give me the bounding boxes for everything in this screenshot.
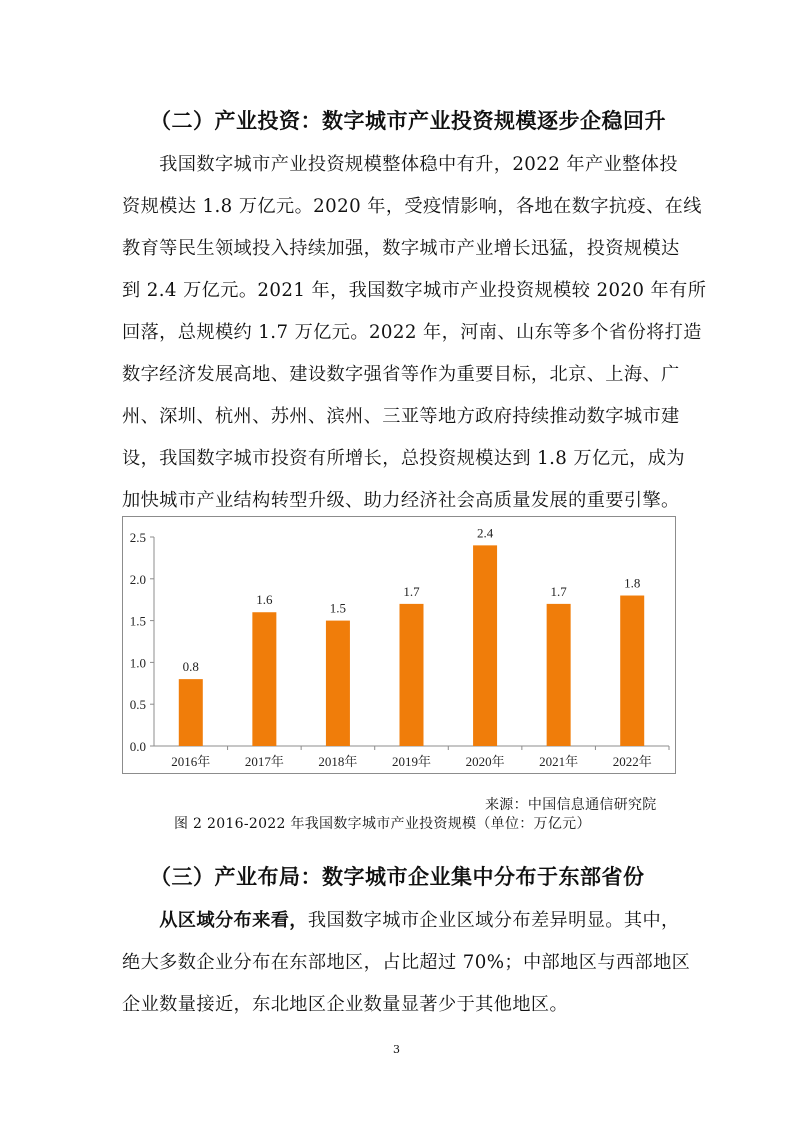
data-label: 1.5 xyxy=(329,600,347,616)
bar xyxy=(473,545,497,746)
y-tick-label: 0.5 xyxy=(129,697,146,713)
y-tick-label: 2.5 xyxy=(129,530,146,545)
paragraph-line: 教育等民生领域投入持续加强，数字城市产业增长迅猛，投资规模达 xyxy=(122,238,680,259)
investment-bar-chart xyxy=(123,517,675,773)
paragraph-line: 绝大多数企业分布在东部地区，占比超过 70%；中部地区与西部地区 xyxy=(122,952,691,973)
paragraph-line: 设，我国数字城市投资有所增长，总投资规模达到 1.8 万亿元，成为 xyxy=(122,448,685,469)
data-label: 1.6 xyxy=(256,592,273,608)
section-heading-investment: （二）产业投资：数字城市产业投资规模逐步企稳回升 xyxy=(150,109,666,133)
paragraph-line: 到 2.4 万亿元。2021 年，我国数字城市产业投资规模较 2020 年有所 xyxy=(122,280,707,301)
bar xyxy=(179,679,203,746)
bar-chart-frame xyxy=(122,516,676,774)
x-tick-label: 2021年 xyxy=(539,754,579,769)
bar xyxy=(620,596,644,746)
data-label: 1.7 xyxy=(403,583,420,599)
y-tick-label: 1.5 xyxy=(129,613,146,629)
y-tick-label: 2.0 xyxy=(129,571,146,587)
bar xyxy=(252,612,276,746)
paragraph-text: 我国数字城市企业区域分布差异明显。其中， xyxy=(307,910,680,931)
section-heading-layout: （三）产业布局：数字城市企业集中分布于东部省份 xyxy=(150,865,645,889)
bar xyxy=(400,604,424,746)
x-tick-label: 2018年 xyxy=(318,754,358,769)
x-tick-label: 2019年 xyxy=(391,754,432,769)
figure-caption: 图 2 2016-2022 年我国数字城市产业投资规模（单位：万亿元） xyxy=(174,816,591,832)
bar xyxy=(547,604,571,746)
paragraph-line: 加快城市产业结构转型升级、助力经济社会高质量发展的重要引擎。 xyxy=(122,490,680,511)
y-tick-label: 0.0 xyxy=(129,739,146,754)
x-tick-label: 2020年 xyxy=(465,754,505,769)
paragraph-line: 资规模达 1.8 万亿元。2020 年，受疫情影响，各地在数字抗疫、在线 xyxy=(122,196,702,217)
paragraph-line: 我国数字城市产业投资规模整体稳中有升，2022 年产业整体投 xyxy=(122,154,678,175)
data-label: 1.8 xyxy=(624,575,641,591)
figure-source: 来源：中国信息通信研究院 xyxy=(485,797,657,813)
paragraph-line: 企业数量接近，东北地区企业数量显著少于其他地区。 xyxy=(122,994,569,1015)
page-number: 3 xyxy=(393,1043,400,1056)
data-label: 1.7 xyxy=(550,583,567,599)
paragraph-line: 州、深圳、杭州、苏州、滨州、三亚等地方政府持续推动数字城市建 xyxy=(122,406,680,427)
data-label: 2.4 xyxy=(476,525,494,541)
paragraph-line: 数字经济发展高地、建设数字强省等作为重要目标，北京、上海、广 xyxy=(122,364,680,385)
data-label: 0.8 xyxy=(182,659,199,675)
paragraph-lead: 从区域分布来看， xyxy=(159,910,308,931)
bar xyxy=(326,621,350,746)
x-tick-label: 2016年 xyxy=(171,754,211,769)
paragraph-line xyxy=(122,906,680,932)
y-tick-label: 1.0 xyxy=(129,655,146,671)
x-tick-label: 2022年 xyxy=(612,754,652,769)
x-tick-label: 2017年 xyxy=(244,754,284,769)
paragraph-line: 回落，总规模约 1.7 万亿元。2022 年，河南、山东等多个省份将打造 xyxy=(122,322,702,343)
